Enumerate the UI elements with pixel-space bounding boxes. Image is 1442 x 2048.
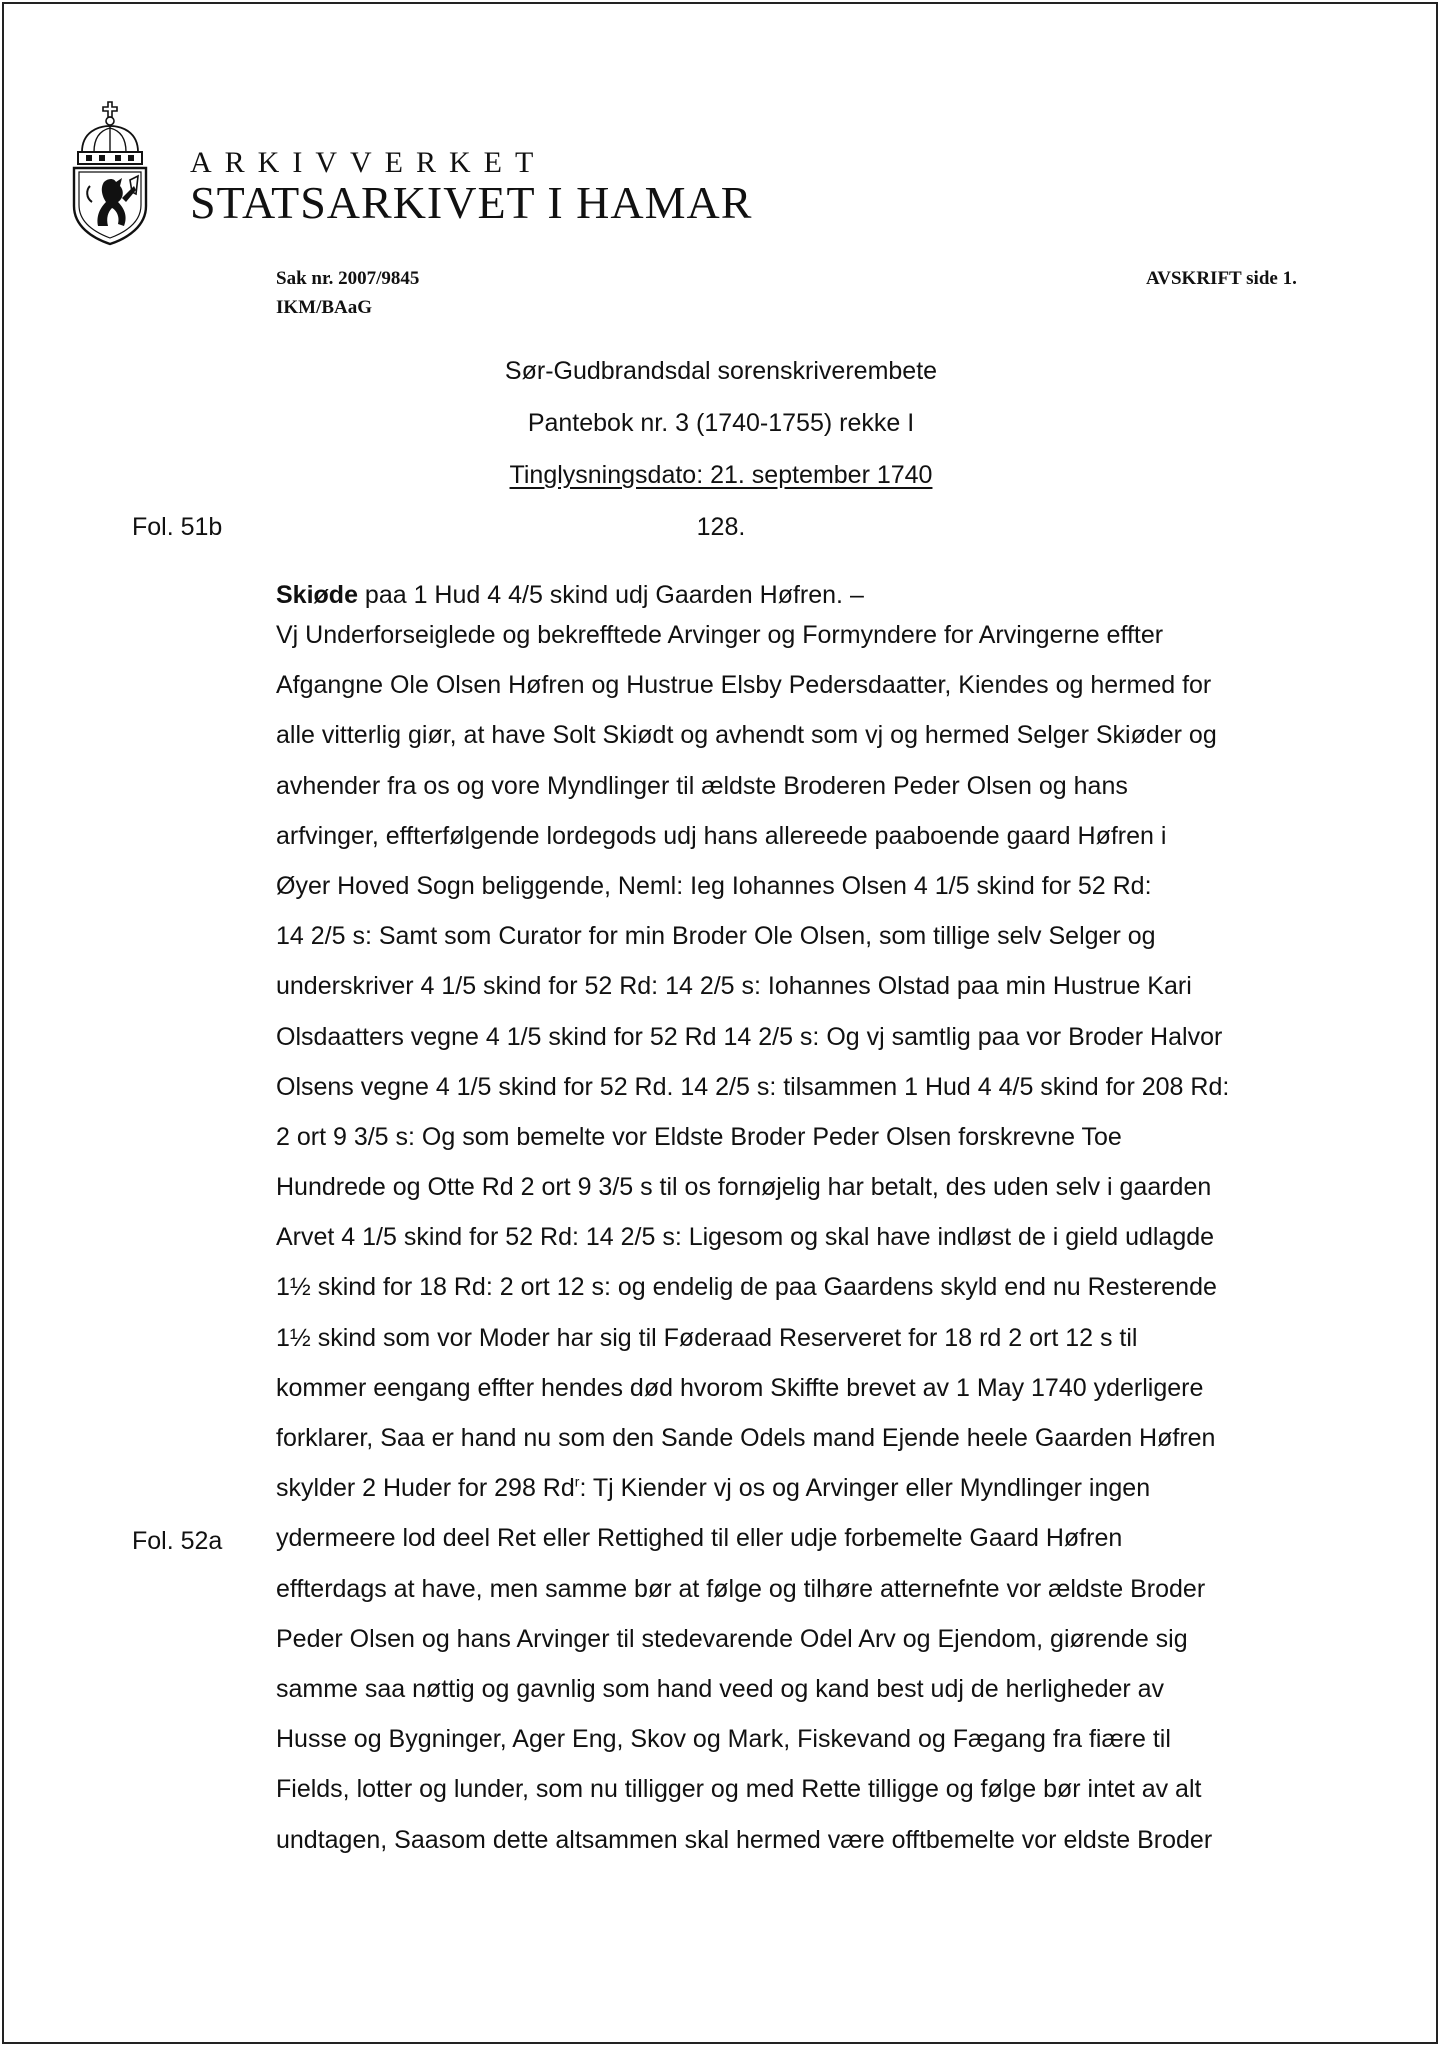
text-line: arfvinger, effterfølgende lordegods udj hans allereede paaboende gaard Høfren i (276, 821, 1167, 850)
agency-name-top: ARKIVVERKET (190, 146, 547, 179)
text-line: effterdags at have, men samme bør at følge og tilhøre atternefnte vor ældste Broder (276, 1574, 1206, 1603)
text-line (276, 1463, 1366, 1513)
text-line: 1½ skind som vor Moder har sig til Føderaad Reserveret for 18 rd 2 ort 12 s til (276, 1323, 1138, 1352)
text-line: Vj Underforseiglede og bekrefftede Arvinger og Formyndere for Arvingerne effter (276, 621, 1164, 649)
text-line: avhender fra os og vore Myndlinger til ældste Broderen Peder Olsen og hans (276, 771, 1128, 800)
text-line: kommer eengang effter hendes død hvorom Skiffte brevet av 1 May 1740 yderligere (276, 1373, 1204, 1402)
text-line: samme saa nøttig og gavnlig som hand veed og kand best udj de herligheder av (276, 1674, 1165, 1703)
registration-date: Tinglysningsdato: 21. september 1740 (509, 461, 933, 489)
transcript-page: AVSKRIFT side 1. (1146, 268, 1297, 289)
folio-label: Fol. 52a (132, 1527, 223, 1555)
text-line: 2 ort 9 3/5 s: Og som bemelte vor Eldste Broder Peder Olsen forskrevne Toe (276, 1122, 1122, 1151)
text-line: ydermeere lod deel Ret eller Rettighed til eller udje forbemelte Gaard Høfren (276, 1524, 1123, 1553)
case-reference: IKM/BAaG (276, 297, 373, 318)
text-line: 1½ skind for 18 Rd: 2 ort 12 s: og endelig de paa Gaardens skyld end nu Resterende (276, 1273, 1217, 1302)
norwegian-coat-of-arms-icon (68, 98, 152, 248)
text-line: Arvet 4 1/5 skind for 52 Rd: 14 2/5 s: Ligesom og skal have indløst de i gield udlagde (276, 1223, 1215, 1252)
text-line: Olsdaatters vegne 4 1/5 skind for 52 Rd 14 2/5 s: Og vj samtlig paa vor Broder Halvor (276, 1022, 1223, 1051)
text-line: Peder Olsen og hans Arvinger til stedevarende Odel Arv og Ejendom, giørende sig (276, 1624, 1188, 1653)
text-line: underskriver 4 1/5 skind for 52 Rd: 14 2/5 s: Iohannes Olstad paa min Hustrue Kari (276, 972, 1192, 1001)
case-number: Sak nr. 2007/9845 (276, 268, 420, 289)
superscript-mark: r (574, 1473, 580, 1490)
court-name: Sør-Gudbrandsdal sorenskriverembete (504, 357, 938, 385)
text-line-start: skylder 2 Huder for 298 Rd (276, 1474, 575, 1503)
text-line: alle vitterlig giør, at have Solt Skiødt og avhendt som vj og hermed Selger Skiøder og (276, 721, 1217, 750)
heading-rest: paa 1 Hud 4 4/5 skind udj Gaarden Høfren. – (357, 581, 864, 609)
text-line: Olsens vegne 4 1/5 skind for 52 Rd. 14 2/5 s: tilsammen 1 Hud 4 4/5 skind for 208 Rd: (276, 1072, 1230, 1101)
text-line: Afgangne Ole Olsen Høfren og Hustrue Elsby Pedersdaatter, Kiendes og hermed for (276, 671, 1212, 700)
folio-label: Fol. 51b (132, 513, 223, 541)
book-title: Pantebok nr. 3 (1740-1755) rekke I (527, 409, 915, 437)
text-line: forklarer, Saa er hand nu som den Sande Odels mand Ejende heele Gaarden Høfren (276, 1424, 1216, 1452)
text-line: Husse og Bygninger, Ager Eng, Skov og Mark, Fiskevand og Fægang fra fiære til (276, 1725, 1171, 1754)
text-line-end: : Tj Kiender vj os og Arvinger eller Myndlinger ingen (579, 1474, 1151, 1503)
entry-number: 128. (696, 513, 746, 541)
entry-heading (276, 581, 864, 610)
text-line: 14 2/5 s: Samt som Curator for min Broder Ole Olsen, som tillige selv Selger og (276, 922, 1156, 951)
text-line: Fields, lotter og lunder, som nu tilligger og med Rette tilligge og følge bør intet av alt (276, 1775, 1202, 1804)
text-line: Hundrede og Otte Rd 2 ort 9 3/5 s til os fornøjelig har betalt, des uden selv i gaarden (276, 1173, 1212, 1202)
transcript-body (276, 610, 1366, 1865)
text-line: undtagen, Saasom dette altsammen skal hermed være offtbemelte vor eldste Broder (276, 1825, 1213, 1854)
agency-name-main: STATSARKIVET I HAMAR (190, 177, 753, 228)
text-line: Øyer Hoved Sogn beliggende, Neml: Ieg Iohannes Olsen 4 1/5 skind for 52 Rd: (276, 871, 1152, 900)
heading-bold-word: Skiøde (276, 581, 358, 609)
